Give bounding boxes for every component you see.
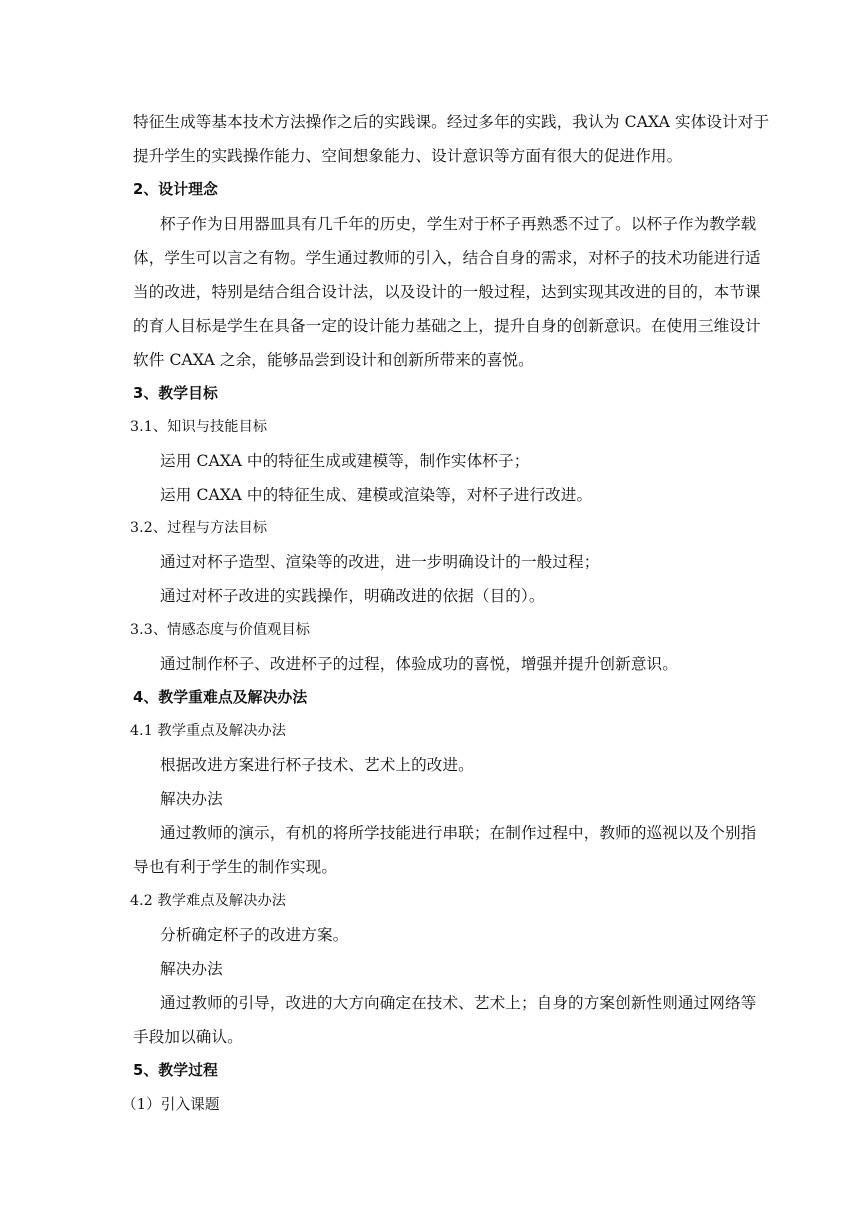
section-4-2-method-line-2: 手段加以确认。 — [133, 1028, 243, 1046]
section-4-heading: 4、教学重难点及解决办法 — [133, 689, 308, 706]
section-3-2-item-2: 通过对杯子改进的实践操作，明确改进的依据（目的）。 — [160, 587, 545, 605]
section-5-step-1: （1）引入课题 — [122, 1096, 220, 1113]
section-2-line-3: 当的改进，特别是结合组合设计法，以及设计的一般过程，达到实现其改进的目的，本节课 — [133, 283, 761, 301]
section-4-1-method-label: 解决办法 — [160, 790, 223, 808]
section-3-3-title: 3.3、情感态度与价值观目标 — [130, 622, 311, 638]
section-3-2-title: 3.2、过程与方法目标 — [130, 520, 268, 536]
section-4-1-method-line-2: 导也有利于学生的制作实现。 — [133, 858, 338, 876]
section-3-3-item-1: 通过制作杯子、改进杯子的过程，体验成功的喜悦，增强并提升创新意识。 — [160, 655, 678, 673]
section-2-line-4: 的育人目标是学生在具备一定的设计能力基础之上，提升自身的创新意识。在使用三维设计 — [133, 317, 761, 335]
section-2-line-5: 软件 CAXA 之余，能够品尝到设计和创新所带来的喜悦。 — [133, 351, 534, 369]
section-4-2-method-line-1: 通过教师的引导，改进的大方向确定在技术、艺术上；自身的方案创新性则通过网络等 — [160, 994, 757, 1012]
section-4-2-point: 分析确定杯子的改进方案。 — [160, 926, 349, 944]
section-3-heading: 3、教学目标 — [133, 385, 218, 402]
section-4-1-method-line-1: 通过教师的演示，有机的将所学技能进行串联；在制作过程中，教师的巡视以及个别指 — [160, 824, 757, 842]
intro-line-1: 特征生成等基本技术方法操作之后的实践课。经过多年的实践，我认为 CAXA 实体设计对于 — [133, 113, 770, 131]
intro-line-2: 提升学生的实践操作能力、空间想象能力、设计意识等方面有很大的促进作用。 — [133, 147, 683, 165]
section-2-heading: 2、设计理念 — [133, 181, 218, 198]
section-4-2-title: 4.2 教学难点及解决办法 — [130, 893, 287, 909]
section-3-2-item-1: 通过对杯子造型、渲染等的改进，进一步明确设计的一般过程； — [160, 553, 600, 571]
section-4-1-point: 根据改进方案进行杯子技术、艺术上的改进。 — [160, 756, 474, 774]
section-4-2-method-label: 解决办法 — [160, 960, 223, 978]
section-4-1-title: 4.1 教学重点及解决办法 — [130, 723, 287, 739]
section-2-line-2: 体，学生可以言之有物。学生通过教师的引入，结合自身的需求，对杯子的技术功能进行适 — [133, 249, 761, 267]
section-3-1-title: 3.1、知识与技能目标 — [130, 419, 268, 435]
section-3-1-item-2: 运用 CAXA 中的特征生成、建模或渲染等，对杯子进行改进。 — [160, 486, 593, 504]
section-2-line-1: 杯子作为日用器皿具有几千年的历史，学生对于杯子再熟悉不过了。以杯子作为教学载 — [160, 215, 757, 233]
section-5-heading: 5、教学过程 — [133, 1062, 218, 1079]
section-3-1-item-1: 运用 CAXA 中的特征生成或建模等，制作实体杯子； — [160, 452, 530, 470]
